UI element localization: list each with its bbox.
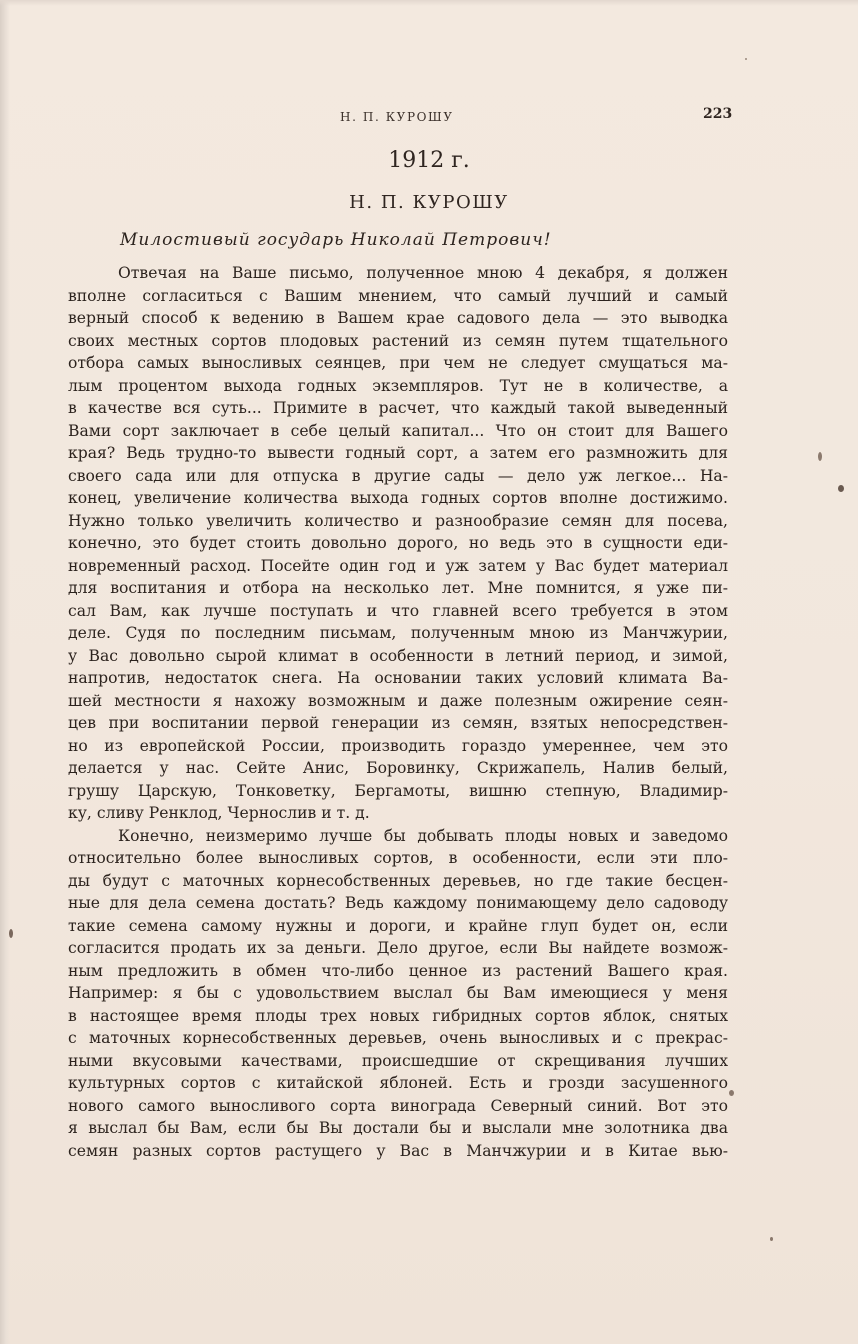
text-line: шей местности я нахожу возможным и даже полезным ожирение сеян- — [68, 691, 728, 710]
letter-body — [68, 262, 728, 1162]
text-line: ды будут с маточных корнесобственных деревьев, но где такие бесцен- — [68, 871, 728, 890]
paragraph-1 — [68, 262, 728, 825]
text-line: относительно более выносливых сортов, в особенности, если эти пло- — [68, 849, 728, 867]
text-line: верный способ к ведению в Вашем крае садового дела — это выводка — [68, 309, 728, 327]
text-line: вполне согласиться с Вашим мнением, что самый лучший и самый — [68, 286, 728, 305]
text-line: Нужно только увеличить количество и разнообразие семян для посева, — [68, 511, 728, 530]
paragraph-2 — [68, 825, 728, 1163]
text-line: культурных сортов с китайской яблоней. Есть и грозди засушенного — [68, 1074, 728, 1092]
text-line: нового самого выносливого сорта винограда Северный синий. Вот это — [68, 1096, 728, 1115]
running-head: Н. П. КУРОШУ — [340, 110, 454, 124]
scan-speck — [818, 452, 822, 461]
text-line: такие семена самому нужны и дороги, и крайне глуп будет он, если — [68, 916, 728, 935]
text-line: но из европейской России, производить гораздо умереннее, чем это — [68, 736, 728, 755]
text-line: своего сада или для отпуска в другие сады — дело уж легкое... На- — [68, 466, 728, 485]
text-line: Вами сорт заключает в себе целый капитал... Что он стоит для Вашего — [68, 421, 728, 440]
letter-addressee: Н. П. КУРОШУ — [349, 192, 509, 213]
text-line: ные для дела семена достать? Ведь каждому понимающему дело садоводу — [68, 894, 728, 912]
text-line: для воспитания и отбора на несколько лет. Мне помнится, я уже пи- — [68, 579, 728, 597]
letter-salutation: Милостивый государь Николай Петрович! — [120, 230, 552, 250]
text-line: грушу Царскую, Тонковетку, Бергамоты, вишню степную, Владимир- — [68, 781, 728, 800]
text-line: ку, сливу Ренклод, Чернослив и т. д. — [68, 804, 370, 822]
text-line: делается у нас. Сейте Анис, Боровинку, Скрижапель, Налив белый, — [68, 759, 728, 777]
text-line: ным предложить в обмен что-либо ценное из растений Вашего края. — [68, 961, 728, 980]
text-line: я выслал бы Вам, если бы Вы достали бы и выслали мне золотника два — [68, 1119, 728, 1137]
text-line: в настоящее время плоды трех новых гибридных сортов яблок, снятых — [68, 1006, 728, 1025]
text-line: отбора самых выносливых сеянцев, при чем не следует смущаться ма- — [68, 354, 728, 372]
text-line: в качестве вся суть... Примите в расчет, что каждый такой выведенный — [68, 399, 728, 417]
text-line: у Вас довольно сырой климат в особенности в летний период, и зимой, — [68, 646, 728, 665]
text-line: напротив, недостаток снега. На основании таких условий климата Ва- — [68, 669, 728, 687]
text-line: Например: я бы с удовольствием выслал бы Вам имеющиеся у меня — [68, 984, 728, 1002]
text-line: конец, увеличение количества выхода годных сортов вполне достижимо. — [68, 489, 728, 507]
scan-speck — [9, 929, 13, 938]
text-line: сал Вам, как лучше поступать и что главней всего требуется в этом — [68, 601, 728, 620]
text-line: новременный расход. Посейте один год и уж затем у Вас будет материал — [68, 556, 728, 575]
text-line: ными вкусовыми качествами, происшедшие от скрещивания лучших — [68, 1051, 728, 1070]
text-line: деле. Судя по последним письмам, полученным мною из Манчжурии, — [68, 624, 728, 642]
scan-speck — [770, 1237, 773, 1241]
text-line: Отвечая на Ваше письмо, полученное мною 4 декабря, я должен — [118, 264, 728, 282]
text-line: Конечно, неизмеримо лучше бы добывать плоды новых и заведомо — [118, 826, 728, 845]
page-top-shadow — [0, 0, 858, 6]
text-line: края? Ведь трудно-то вывести годный сорт, а затем его размножить для — [68, 444, 728, 462]
text-line: лым процентом выхода годных экземпляров. Тут не в количестве, а — [68, 376, 728, 395]
text-line: цев при воспитании первой генерации из семян, взятых непосредствен- — [68, 714, 728, 732]
text-line: своих местных сортов плодовых растений из семян путем тщательного — [68, 331, 728, 350]
text-line: конечно, это будет стоить довольно дорого, но ведь это в сущности еди- — [68, 534, 728, 552]
letter-year: 1912 г. — [388, 148, 470, 173]
text-line: семян разных сортов растущего у Вас в Манчжурии и в Китае вью- — [68, 1141, 728, 1160]
scan-speck — [729, 1090, 734, 1096]
text-line: с маточных корнесобственных деревьев, очень выносливых и с прекрас- — [68, 1029, 728, 1047]
text-line: согласится продать их за деньги. Дело другое, если Вы найдете возмож- — [68, 939, 728, 957]
scan-speck — [838, 485, 844, 492]
scan-speck — [745, 58, 747, 60]
page-number: 223 — [703, 106, 733, 122]
